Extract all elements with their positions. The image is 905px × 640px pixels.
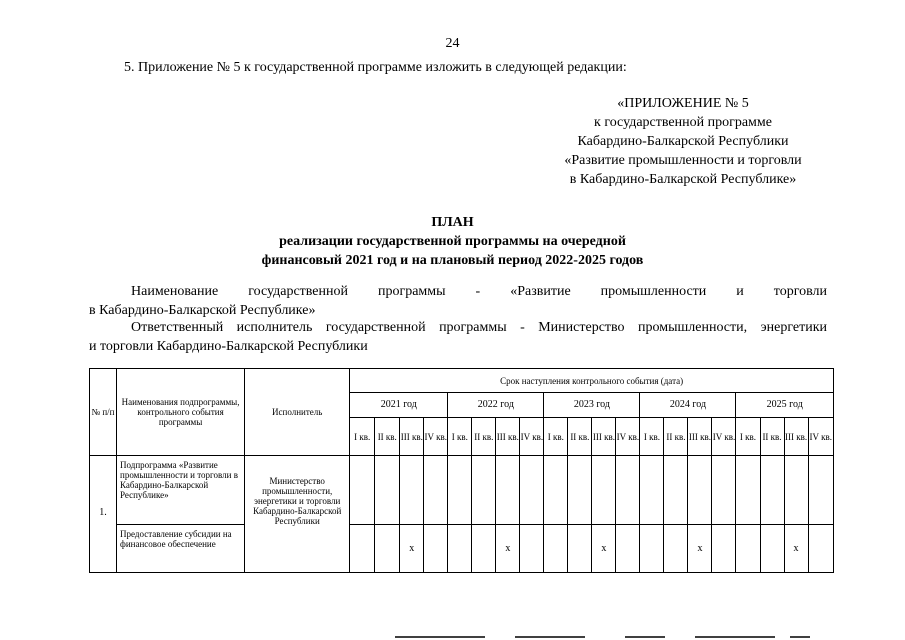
quarter-mark: х [496, 525, 520, 573]
header-year-2024: 2024 год [640, 393, 736, 418]
quarter-cell [808, 456, 833, 525]
quarter-mark: х [688, 525, 712, 573]
header-quarter: II кв. [664, 418, 688, 456]
quarter-mark: х [784, 525, 808, 573]
responsible-paragraph [89, 318, 827, 356]
header-quarter: III кв. [688, 418, 712, 456]
quarter-cell [808, 525, 833, 573]
program-name-line: Наименование государственной программы - «Развитие промышленности и торговли [131, 284, 827, 299]
quarter-cell [472, 456, 496, 525]
plan-title-line: реализации государственной программы на очередной [279, 234, 626, 249]
quarter-cell [424, 525, 448, 573]
quarter-cell [640, 525, 664, 573]
quarter-cell [544, 525, 568, 573]
quarter-cell [592, 456, 616, 525]
header-quarter: IV кв. [808, 418, 833, 456]
quarter-cell [424, 456, 448, 525]
header-quarter: III кв. [592, 418, 616, 456]
header-quarter: III кв. [784, 418, 808, 456]
header-quarter: IV кв. [424, 418, 448, 456]
quarter-cell [760, 525, 784, 573]
quarter-cell [616, 456, 640, 525]
quarter-cell [350, 456, 375, 525]
header-quarter: II кв. [472, 418, 496, 456]
row-number: 1. [90, 456, 117, 573]
header-year-2023: 2023 год [544, 393, 640, 418]
header-quarter: II кв. [375, 418, 400, 456]
quarter-cell [568, 525, 592, 573]
table-row [90, 456, 834, 525]
header-quarter: IV кв. [616, 418, 640, 456]
quarter-cell [760, 456, 784, 525]
quarter-cell [400, 456, 424, 525]
responsible-line: и торговли Кабардино-Балкарской Республики [89, 339, 368, 354]
quarter-cell [544, 456, 568, 525]
header-name: Наименования подпрограммы, контрольного события программы [117, 369, 245, 456]
header-year-2021: 2021 год [350, 393, 448, 418]
header-year-2025: 2025 год [736, 393, 834, 418]
executor-cell: Министерство промышленности, энергетики и торговли Кабардино-Балкарской Республики [245, 456, 350, 573]
quarter-cell [784, 456, 808, 525]
header-year-2022: 2022 год [448, 393, 544, 418]
quarter-cell [520, 456, 544, 525]
header-quarter: IV кв. [712, 418, 736, 456]
appendix-line: к государственной программе [594, 115, 772, 130]
quarter-mark: х [400, 525, 424, 573]
header-quarter: I кв. [736, 418, 760, 456]
quarter-cell [520, 525, 544, 573]
header-quarter: II кв. [760, 418, 784, 456]
top-edge-marks [285, 0, 315, 2]
quarter-cell [640, 456, 664, 525]
responsible-line: Ответственный исполнитель государственной программы - Министерство промышленности, энергетики [131, 320, 827, 335]
header-quarter: III кв. [496, 418, 520, 456]
appendix-line: Кабардино-Балкарской Республики [577, 134, 789, 149]
quarter-cell [448, 456, 472, 525]
page-number: 24 [445, 36, 460, 51]
program-name-line: в Кабардино-Балкарской Республике» [89, 303, 316, 318]
quarter-cell [375, 456, 400, 525]
quarter-cell [472, 525, 496, 573]
header-executor: Исполнитель [245, 369, 350, 456]
plan-title-line: ПЛАН [431, 215, 474, 230]
quarter-cell [664, 525, 688, 573]
quarter-cell [712, 525, 736, 573]
quarter-cell [350, 525, 375, 573]
plan-title-line: финансовый 2021 год и на плановый период 2022-2025 годов [261, 253, 644, 268]
quarter-cell [664, 456, 688, 525]
header-number: № п/п [90, 369, 117, 456]
header-quarter: I кв. [350, 418, 375, 456]
header-quarter: III кв. [400, 418, 424, 456]
header-quarter: I кв. [544, 418, 568, 456]
intro-text: 5. Приложение № 5 к государственной программе изложить в следующей редакции: [124, 60, 627, 75]
header-quarter: IV кв. [520, 418, 544, 456]
quarter-cell [688, 456, 712, 525]
quarter-mark: х [592, 525, 616, 573]
appendix-line: «ПРИЛОЖЕНИЕ № 5 [617, 96, 749, 111]
bottom-edge-marks [395, 634, 815, 640]
header-quarter: II кв. [568, 418, 592, 456]
quarter-cell [736, 525, 760, 573]
quarter-cell [448, 525, 472, 573]
quarter-cell [616, 525, 640, 573]
appendix-line: «Развитие промышленности и торговли [564, 153, 802, 168]
header-quarter: I кв. [640, 418, 664, 456]
quarter-cell [568, 456, 592, 525]
header-quarter: I кв. [448, 418, 472, 456]
header-deadline: Срок наступления контрольного события (дата) [350, 369, 834, 393]
event-name: Предоставление субсидии на финансовое обеспечение [117, 525, 245, 573]
appendix-line: в Кабардино-Балкарской Республике» [569, 172, 797, 187]
plan-table [89, 368, 834, 573]
quarter-cell [375, 525, 400, 573]
quarter-cell [496, 456, 520, 525]
quarter-cell [712, 456, 736, 525]
table-row [90, 525, 834, 573]
plan-title [0, 213, 905, 270]
program-name-paragraph [89, 282, 827, 320]
subprogram-name: Подпрограмма «Развитие промышленности и торговли в Кабардино-Балкарской Республике» [117, 456, 245, 525]
quarter-cell [736, 456, 760, 525]
appendix-header [548, 94, 818, 189]
